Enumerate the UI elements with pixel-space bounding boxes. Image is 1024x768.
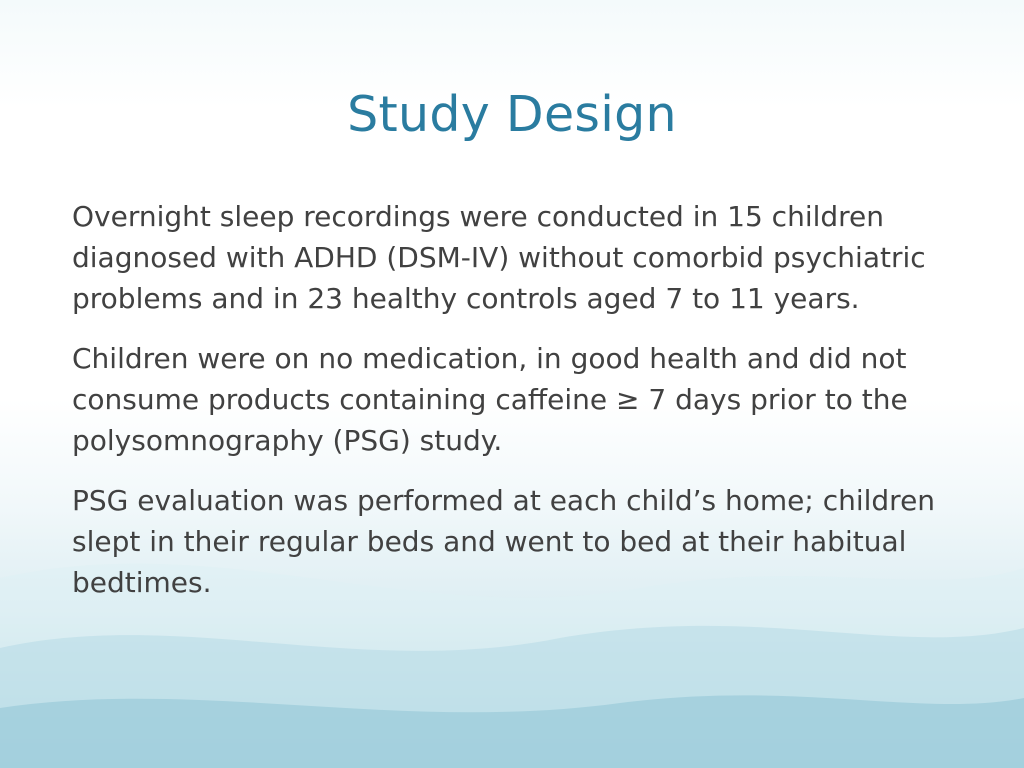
slide-body (72, 196, 972, 622)
slide-title: Study Design (347, 86, 677, 143)
paragraph-psg-setting: PSG evaluation was performed at each child’s home; children slept in their regular beds and went to bed at their habitual bedtimes. (72, 484, 936, 599)
paragraph-study-participants: Overnight sleep recordings were conducted in 15 children diagnosed with ADHD (DSM-IV) without comorbid psychiatric problems and in 23 healthy controls aged 7 to 11 years. (72, 200, 926, 315)
paragraph-inclusion-criteria: Children were on no medication, in good health and did not consume products containing caffeine ≥ 7 days prior to the polysomnography (PSG) study. (72, 342, 908, 457)
